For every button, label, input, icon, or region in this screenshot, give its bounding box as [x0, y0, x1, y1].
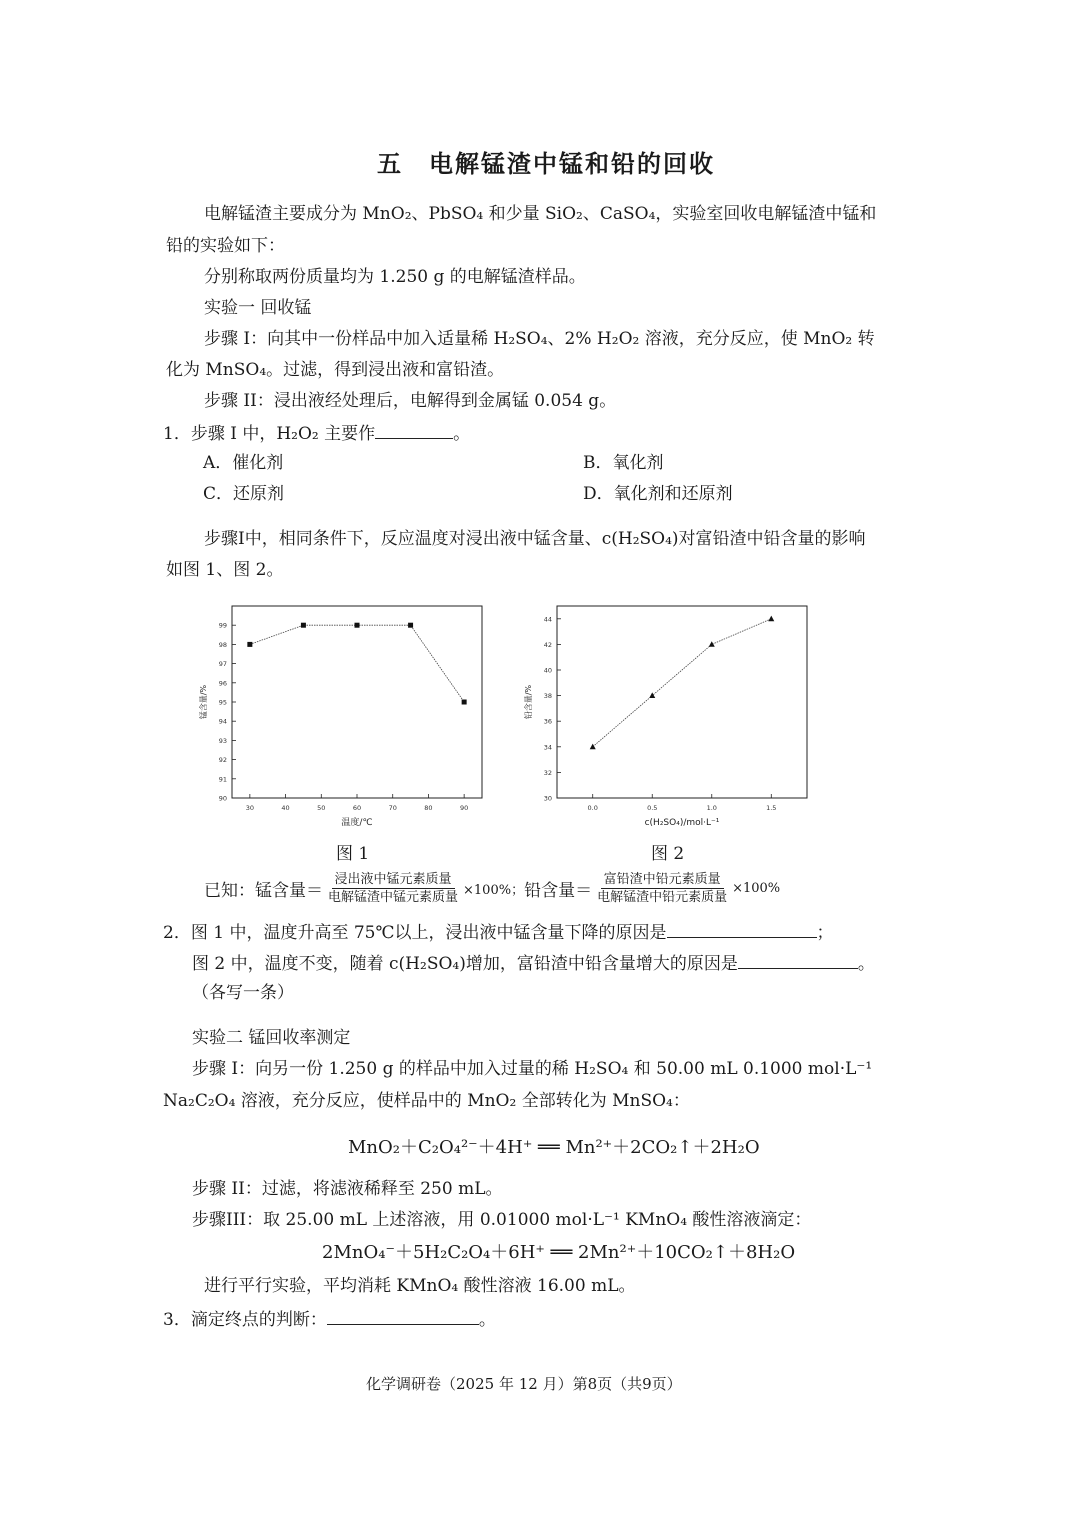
lead-prefix: 铅含量＝: [524, 881, 593, 901]
y-tick-label: 44: [543, 615, 552, 624]
series-line: [250, 625, 464, 702]
x-tick-label: 0.5: [647, 804, 658, 812]
y-tick-label: 30: [543, 794, 552, 803]
question-2-note: （各写一条）: [192, 983, 294, 1003]
y-tick-label: 34: [543, 743, 552, 752]
data-point: [408, 623, 413, 628]
figure-intro-line-2: 如图 1、图 2。: [166, 560, 284, 580]
y-tick-label: 32: [543, 768, 552, 777]
question-1-text: 1．步骤 I 中，H₂O₂ 主要作: [163, 424, 376, 444]
exp2-parallel: 进行平行实验，平均消耗 KMnO₄ 酸性溶液 16.00 mL。: [204, 1276, 636, 1296]
x-tick-label: 50: [317, 804, 326, 812]
equation-1: MnO₂＋C₂O₄²⁻＋4H⁺ ══ Mn²⁺＋2CO₂↑＋2H₂O: [348, 1137, 760, 1158]
page-footer: 化学调研卷（2025 年 12 月）第8页（共9页）: [366, 1375, 682, 1393]
y-tick-label: 94: [218, 717, 227, 726]
lead-numerator: 富铅渣中铅元素质量: [601, 872, 724, 889]
y-tick-label: 92: [218, 756, 227, 765]
option-b[interactable]: B．氧化剂: [583, 453, 664, 473]
manganese-suffix: ×100%；: [463, 883, 525, 898]
figure-1-chart: [190, 600, 490, 835]
data-point: [247, 642, 252, 647]
question-2-answer-blank-2[interactable]: [738, 950, 858, 969]
y-tick-label: 98: [218, 640, 227, 649]
lead-denominator: 电解锰渣中铅元素质量: [597, 890, 728, 905]
equation-2: 2MnO₄⁻＋5H₂C₂O₄＋6H⁺ ══ 2Mn²⁺＋10CO₂↑＋8H₂O: [322, 1242, 796, 1263]
figure-1-caption: 图 1: [336, 844, 370, 864]
option-a[interactable]: A．催化剂: [203, 453, 284, 473]
data-point: [301, 623, 306, 628]
question-2-line-2: [192, 950, 875, 976]
x-tick-label: 70: [388, 804, 397, 812]
x-tick-label: 1.5: [766, 804, 777, 812]
x-tick-label: 80: [424, 804, 433, 812]
intro-line-3: 分别称取两份质量均为 1.250 g 的电解锰渣样品。: [204, 267, 586, 287]
question-2-answer-blank-1[interactable]: [667, 919, 817, 938]
plot-frame: [557, 606, 807, 798]
y-tick-label: 38: [543, 692, 552, 701]
x-axis-label: c(H₂SO₄)/mol·L⁻¹: [644, 818, 720, 828]
exp1-step1-line-2: 化为 MnSO₄。过滤，得到浸出液和富铅渣。: [166, 360, 505, 380]
question-2-text-1: 2．图 1 中，温度升高至 75℃以上，浸出液中锰含量下降的原因是: [163, 923, 667, 943]
question-3-text: 3．滴定终点的判断：: [163, 1310, 327, 1330]
question-3: [163, 1306, 496, 1332]
exp1-step1-line-1: 步骤 I：向其中一份样品中加入适量稀 H₂SO₄、2% H₂O₂ 溶液，充分反应，使 MnO₂ 转: [204, 329, 875, 349]
manganese-denominator: 电解锰渣中锰元素质量: [328, 890, 459, 905]
y-tick-label: 91: [218, 775, 227, 784]
figure-2-caption: 图 2: [651, 844, 685, 864]
data-point: [590, 744, 596, 750]
data-point: [355, 623, 360, 628]
option-d[interactable]: D．氧化剂和还原剂: [583, 484, 733, 504]
exp2-step1-line-2: Na₂C₂O₄ 溶液，充分反应，使样品中的 MnO₂ 全部转化为 MnSO₄：: [163, 1091, 690, 1111]
intro-line-2: 铅的实验如下：: [166, 236, 285, 256]
series-line: [593, 619, 772, 747]
figure-intro-line-1: 步骤I中，相同条件下，反应温度对浸出液中锰含量、c(H₂SO₄)对富铅渣中铅含量的影响: [204, 529, 866, 549]
plot-frame: [232, 606, 482, 798]
lead-suffix: ×100%: [732, 881, 781, 896]
y-tick-label: 90: [218, 794, 227, 803]
data-point: [649, 692, 655, 698]
y-tick-label: 93: [218, 736, 227, 745]
x-tick-label: 1.0: [706, 804, 717, 812]
exp2-step2: 步骤 II：过滤，将滤液稀释至 250 mL。: [192, 1179, 503, 1199]
exp1-step2: 步骤 II：浸出液经处理后，电解得到金属锰 0.054 g。: [204, 391, 617, 411]
exp2-step1-line-1: 步骤 I：向另一份 1.250 g 的样品中加入过量的稀 H₂SO₄ 和 50.00 mL 0.1000 mol·L⁻¹: [192, 1059, 873, 1079]
y-axis-label: 铅含量/%: [524, 684, 533, 720]
figure-2-chart: [515, 600, 815, 835]
y-tick-label: 95: [218, 698, 227, 707]
question-1-stem: [163, 420, 470, 446]
x-tick-label: 30: [245, 804, 254, 812]
data-point: [768, 616, 774, 622]
exp2-step3: 步骤III：取 25.00 mL 上述溶液，用 0.01000 mol·L⁻¹ KMnO₄ 酸性溶液滴定：: [192, 1210, 812, 1230]
known-formula: [204, 872, 780, 905]
known-prefix: 已知：锰含量＝: [204, 881, 323, 901]
question-2-line-1: [163, 919, 834, 945]
y-tick-label: 99: [218, 621, 227, 630]
option-c[interactable]: C．还原剂: [203, 484, 285, 504]
y-tick-label: 36: [543, 717, 552, 726]
exp1-heading: 实验一 回收锰: [204, 298, 312, 318]
y-tick-label: 42: [543, 640, 552, 649]
question-3-answer-blank[interactable]: [327, 1306, 479, 1325]
question-2-end-1: ；: [816, 923, 834, 943]
intro-line-1: 电解锰渣主要成分为 MnO₂、PbSO₄ 和少量 SiO₂、CaSO₄，实验室回收电解锰渣中锰和: [204, 204, 877, 224]
data-point: [462, 700, 467, 705]
y-axis-label: 锰含量/%: [199, 684, 208, 720]
x-axis-label: 温度/℃: [341, 818, 373, 828]
y-tick-label: 40: [543, 666, 552, 675]
manganese-numerator: 浸出液中锰元素质量: [332, 872, 455, 889]
lead-content-fraction: [594, 872, 730, 905]
question-2-text-2: 图 2 中，温度不变，随着 c(H₂SO₄)增加，富铅渣中铅含量增大的原因是: [192, 954, 738, 974]
question-3-end: 。: [478, 1310, 496, 1330]
data-point: [709, 641, 715, 647]
exp2-heading: 实验二 锰回收率测定: [192, 1028, 351, 1048]
x-tick-label: 90: [460, 804, 469, 812]
question-1-end: 。: [453, 424, 471, 444]
question-2-end-2: 。: [857, 954, 875, 974]
x-tick-label: 0.0: [587, 804, 598, 812]
question-1-answer-blank[interactable]: [375, 420, 453, 439]
x-tick-label: 40: [281, 804, 290, 812]
manganese-content-fraction: [325, 872, 461, 905]
x-tick-label: 60: [352, 804, 362, 812]
page-title: 五 电解锰渣中锰和铅的回收: [377, 149, 715, 178]
y-tick-label: 96: [218, 679, 227, 688]
y-tick-label: 97: [218, 660, 227, 669]
